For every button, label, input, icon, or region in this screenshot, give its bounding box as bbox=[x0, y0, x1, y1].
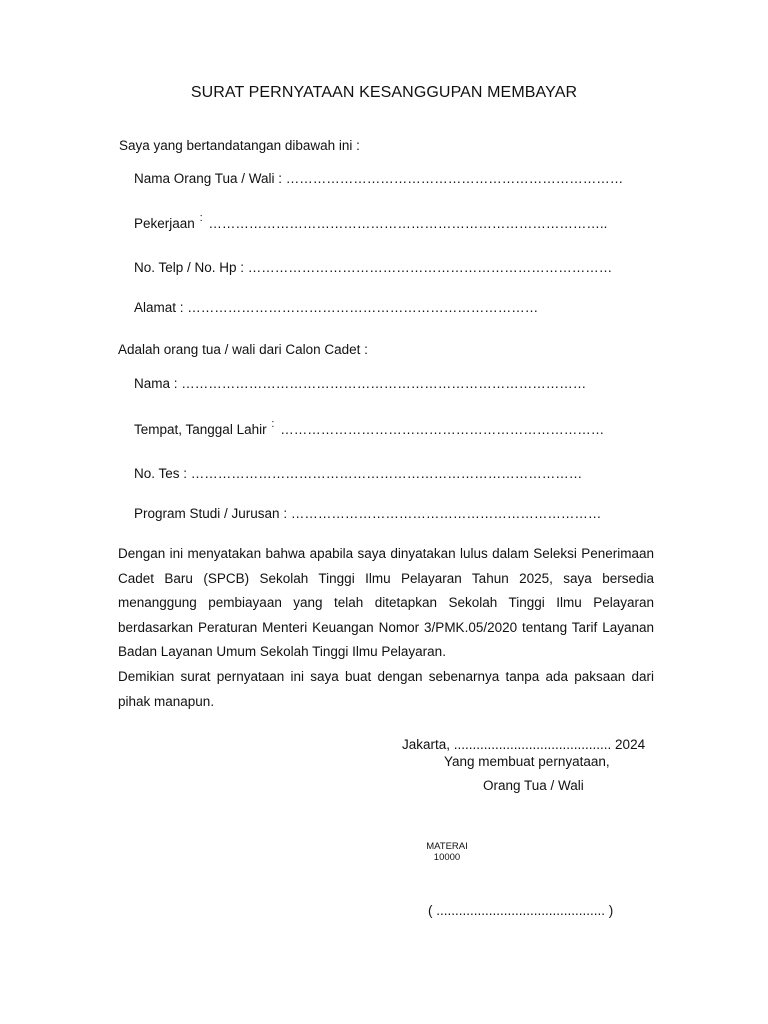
field-tempat-tanggal-lahir bbox=[134, 418, 605, 437]
field-ttl-dots: ……………………………………………………………… bbox=[280, 422, 605, 437]
document-title: SURAT PERNYATAAN KESANGGUPAN MEMBAYAR bbox=[190, 84, 578, 101]
statement-paragraph bbox=[118, 542, 654, 714]
statement-paragraph-1: Dengan ini menyatakan bahwa apabila saya dinyatakan lulus dalam Seleksi Penerimaan Cadet Baru (SPCB) Sekolah Tinggi Ilmu Pelayaran Tahun 2025, saya bersedia menanggung pembiayaan yang telah ditetapkan Sekolah Tinggi Ilmu Pelayaran berdasarkan Peraturan Menteri Keuangan Nomor 3/PMK.05/2020 tentang Tarif Layanan Badan Layanan Umum Sekolah Tinggi Ilmu Pelayaran. bbox=[118, 546, 654, 660]
intro-text: Saya yang bertandatangan dibawah ini : bbox=[119, 138, 360, 153]
field-no-tes: No. Tes : …………………………………………………………………………… bbox=[134, 466, 583, 481]
field-pekerjaan-dots: …………………………………………………………………………….. bbox=[208, 216, 608, 231]
field-pekerjaan-label: Pekerjaan bbox=[134, 216, 195, 231]
field-pekerjaan bbox=[134, 212, 608, 231]
statement-paragraph-2: Demikian surat pernyataan ini saya buat dengan sebenarnya tanpa ada paksaan dari pihak manapun. bbox=[118, 668, 654, 709]
signature-maker: Yang membuat pernyataan, bbox=[444, 754, 610, 769]
signature-place-date: Jakarta, .......................................... 2024 bbox=[402, 737, 646, 752]
signature-name-line: ( ............................................. ) bbox=[428, 903, 614, 918]
materai-value: 10000 bbox=[433, 852, 461, 863]
cadet-intro-text: Adalah orang tua / wali dari Calon Cadet : bbox=[118, 342, 368, 357]
materai-label: MATERAI bbox=[426, 841, 468, 852]
signature-role: Orang Tua / Wali bbox=[483, 778, 584, 793]
field-nama-wali: Nama Orang Tua / Wali : ………………………………………………………………… bbox=[134, 171, 624, 186]
field-pekerjaan-colon: : bbox=[199, 212, 203, 224]
field-ttl-label: Tempat, Tanggal Lahir bbox=[134, 422, 267, 437]
field-telp: No. Telp / No. Hp : ……………………………………………………………………… bbox=[134, 260, 613, 275]
field-program-studi: Program Studi / Jurusan : …………………………………………………………… bbox=[134, 506, 602, 521]
materai-stamp-box bbox=[420, 841, 474, 863]
field-ttl-colon: : bbox=[271, 418, 275, 430]
field-alamat: Alamat : …………………………………………………………………… bbox=[134, 300, 539, 315]
field-nama-cadet: Nama : ……………………………………………………………………………… bbox=[134, 376, 587, 391]
